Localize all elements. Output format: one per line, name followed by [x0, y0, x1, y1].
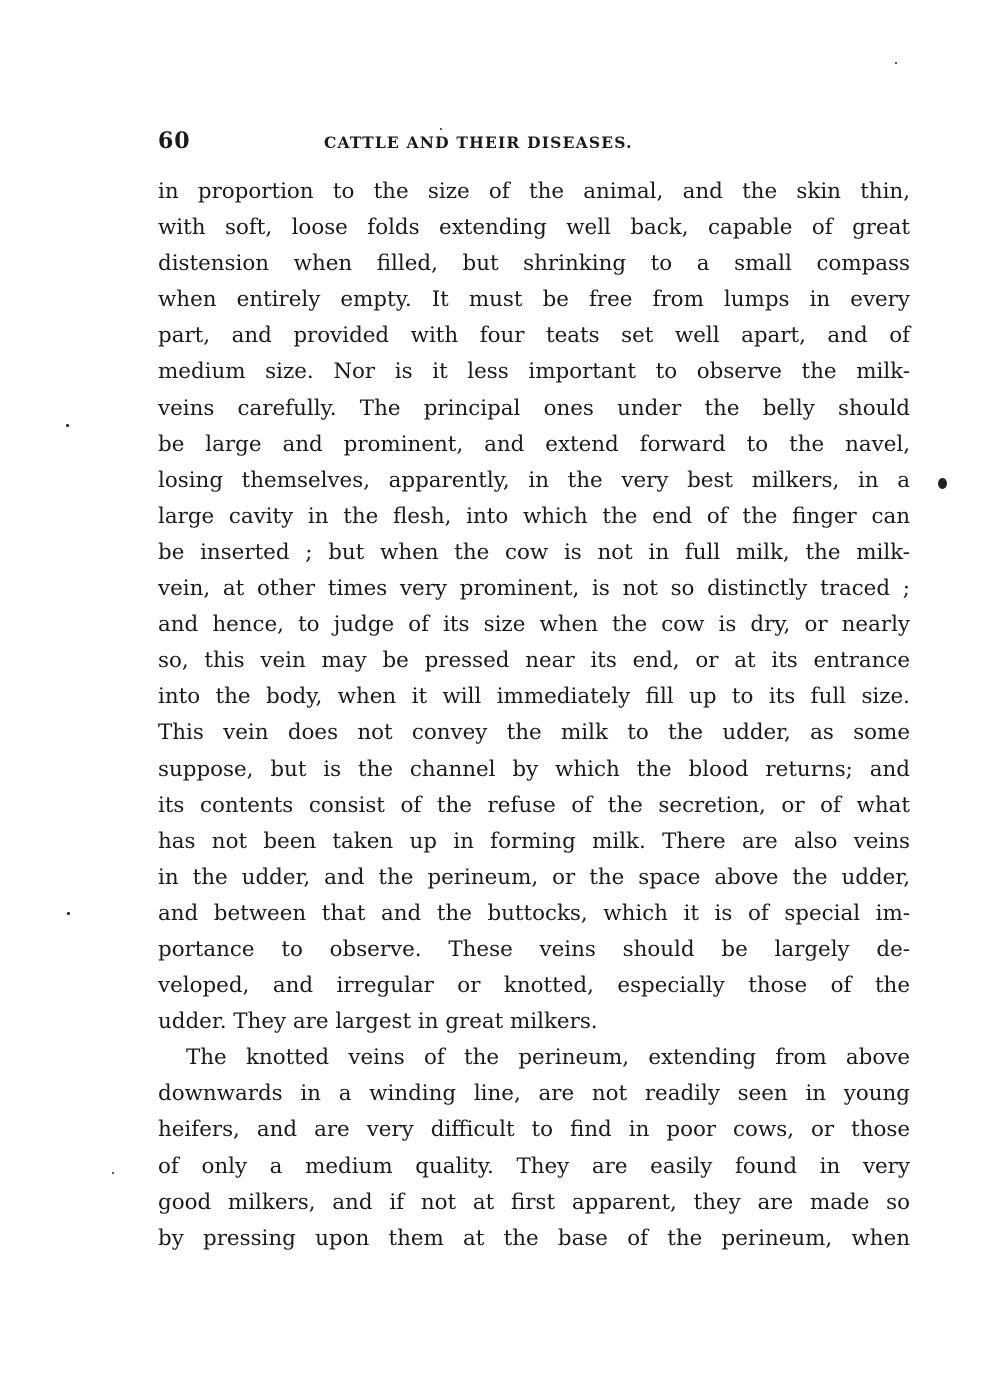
text-line: of only a medium quality. They are easily found in very [158, 1153, 910, 1179]
text-line: heifers, and are very difficult to find in poor cows, or those [158, 1117, 910, 1143]
text-line: veloped, and irregular or knotted, especially those of the [158, 973, 910, 999]
text-line: into the body, when it will immediately fill up to its full size. [158, 684, 910, 710]
page-number: 60 [158, 128, 191, 154]
text-line: downwards in a winding line, are not readily seen in young [158, 1081, 910, 1107]
text-line: with soft, loose folds extending well back, capable of great [158, 215, 910, 241]
text-line: vein, at other times very prominent, is not so distinctly traced ; [158, 576, 910, 602]
text-line: The knotted veins of the perineum, extending from above [186, 1045, 910, 1071]
text-line: so, this vein may be pressed near its end, or at its entrance [158, 648, 910, 674]
running-header: CATTLE AND THEIR DISEASES. [324, 133, 633, 152]
text-line: udder. They are largest in great milkers. [158, 1009, 598, 1035]
text-line: medium size. Nor is it less important to observe the milk- [158, 359, 910, 385]
text-line: large cavity in the flesh, into which the end of the finger can [158, 503, 910, 529]
text-line: losing themselves, apparently, in the very best milkers, in a [158, 467, 910, 493]
text-line: be large and prominent, and extend forward to the navel, [158, 431, 910, 457]
text-line: when entirely empty. It must be free from lumps in every [158, 287, 910, 313]
scan-speck [67, 912, 70, 915]
scan-speck [440, 128, 442, 130]
text-line: by pressing upon them at the base of the perineum, when [158, 1225, 910, 1251]
text-line: veins carefully. The principal ones under the belly should [158, 395, 910, 421]
text-line: in proportion to the size of the animal, and the skin thin, [158, 179, 910, 204]
text-line: distension when filled, but shrinking to a small compass [158, 251, 910, 277]
text-line: part, and provided with four teats set well apart, and of [158, 323, 910, 349]
scan-speck [895, 62, 897, 64]
paragraph-1 [158, 174, 910, 1040]
scan-speck [112, 1172, 114, 1174]
text-line: in the udder, and the perineum, or the space above the udder, [158, 864, 910, 890]
text-line: has not been taken up in forming milk. There are also veins [158, 828, 910, 854]
text-line: and hence, to judge of its size when the cow is dry, or nearly [158, 612, 910, 638]
text-line: portance to observe. These veins should be largely de- [158, 936, 910, 962]
text-line: its contents consist of the refuse of the secretion, or of what [158, 792, 910, 818]
text-line: This vein does not convey the milk to the udder, as some [158, 720, 910, 746]
text-line: be inserted ; but when the cow is not in full milk, the milk- [158, 539, 910, 565]
text-line: good milkers, and if not at first apparent, they are made so [158, 1189, 910, 1215]
scan-speck [938, 478, 947, 489]
scan-speck [66, 424, 69, 427]
body-text [158, 174, 910, 1257]
text-line: suppose, but is the channel by which the blood returns; and [158, 756, 910, 782]
text-line: and between that and the buttocks, which it is of special im- [158, 900, 910, 926]
paragraph-2 [158, 1040, 910, 1257]
